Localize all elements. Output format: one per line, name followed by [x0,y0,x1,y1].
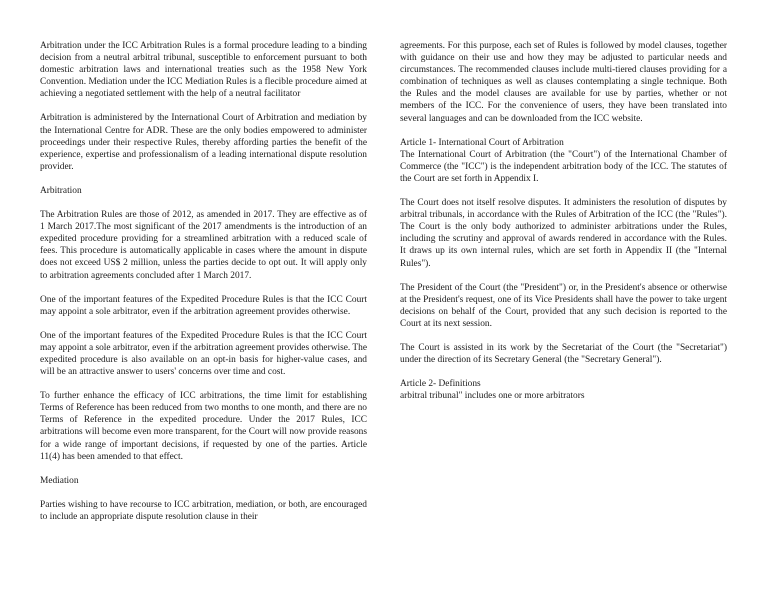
paragraph-administration: Arbitration is administered by the International Court of Arbitration and mediation by the International Centre for ADR. These are the only bodies empowered to administer proceedings under their respective Rules, thereby affording parties the benefit of the experience, expertise and professionalism of a leading international dispute resolution provider. [40,113,367,172]
paragraph-expedited-features: One of the important features of the Expedited Procedure Rules is that the ICC Court may appoint a sole arbitrator, even if the arbitration agreement provides otherwise. [40,294,367,317]
left-column [40,40,367,523]
paragraph-definition-tribunal: arbitral tribunal" includes one or more arbitrators [400,391,585,402]
heading-arbitration: Arbitration [40,185,82,196]
paragraph-arbitration-intro: Arbitration under the ICC Arbitration Rules is a formal procedure leading to a binding decision from a neutral arbitral tribunal, susceptible to enforcement pursuant to both domestic arbitration laws and international treaties such as the 1958 New York Convention. Mediation under the ICC Mediation Rules is a flecible procedure aimed at achieving a negotiated settlement with the help of a neutral facilitator [40,41,367,100]
paragraph-arbitration-rules: The Arbitration Rules are those of 2012, as amended in 2017. They are effective as of 1 March 2017.The most significant of the 2017 amendments is the introduction of an expedited procedure providing for a streamlined arbitration with a reduced scale of fees. This procedure is automatically applicable in cases where the amount in dispute does not exceed US$ 2 million, unless the parties decide to opt out. It will apply only to arbitration agreements concluded after 1 March 2017. [40,210,367,281]
paragraph-expedited-opt-in: One of the important features of the Expedited Procedure Rules is that the ICC Court may appoint a sole arbitrator, even if the arbitration agreement provides otherwise. The expedited procedure is also available on an opt-in basis for higher-value cases, and will be an attractive answer to users' concerns over time and cost. [40,330,367,378]
paragraph-efficacy: To further enhance the efficacy of ICC arbitrations, the time limit for establishing Terms of Reference has been reduced from two months to one month, and there are no Terms of Reference in the expedited procedure. Under the 2017 Rules, ICC arbitrations will become even more transparent, for the Court will now provide reasons for a wide range of important decisions, if requested by one of the parties. Article 11(4) has been amended to that effect. [40,391,367,462]
paragraph-model-clauses: agreements. For this purpose, each set of Rules is followed by model clauses, together with guidance on their use and how they may be adjusted to particular needs and circumstances. The recommended clauses include multi-tiered clauses providing for a combination of techniques as well as clauses contemplating a single technique. Both the Rules and the model clauses are available for use by parties, whether or not members of the ICC. For the convenience of users, they have been translated into several languages and can be downloaded from the ICC website. [400,41,727,124]
heading-article-2: Article 2- Definitions [400,379,481,390]
paragraph-court-definition: The International Court of Arbitration (the "Court") of the International Chamber of Commerce (the "ICC") is the independent arbitration body of the ICC. The statutes of the Court are set forth in Appendix I. [400,149,727,184]
paragraph-secretariat: The Court is assisted in its work by the Secretariat of the Court (the "Secretariat") under the direction of its Secretary General (the "Secretary General"). [400,342,727,366]
paragraph-president: The President of the Court (the "President") or, in the President's absence or otherwise at the President's request, one of its Vice Presidents shall have the power to take urgent decisions on behalf of the Court, provided that any such decision is reported to the Court at its next session. [400,282,727,329]
heading-article-1: Article 1- International Court of Arbitration [400,137,564,148]
right-column [400,40,727,402]
heading-mediation: Mediation [40,475,79,486]
paragraph-recourse: Parties wishing to have recourse to ICC arbitration, mediation, or both, are encouraged to include an appropriate dispute resolution clause in their [40,499,367,522]
paragraph-court-role: The Court does not itself resolve disputes. It administers the resolution of disputes by arbitral tribunals, in accordance with the Rules of Arbitration of the ICC (the "Rules"). The Court is the only body authorized to administer arbitrations under the Rules, including the scrutiny and approval of awards rendered in accordance with the Rules. It draws up its own internal rules, which are set forth in Appendix II (the "Internal Rules"). [400,198,727,269]
